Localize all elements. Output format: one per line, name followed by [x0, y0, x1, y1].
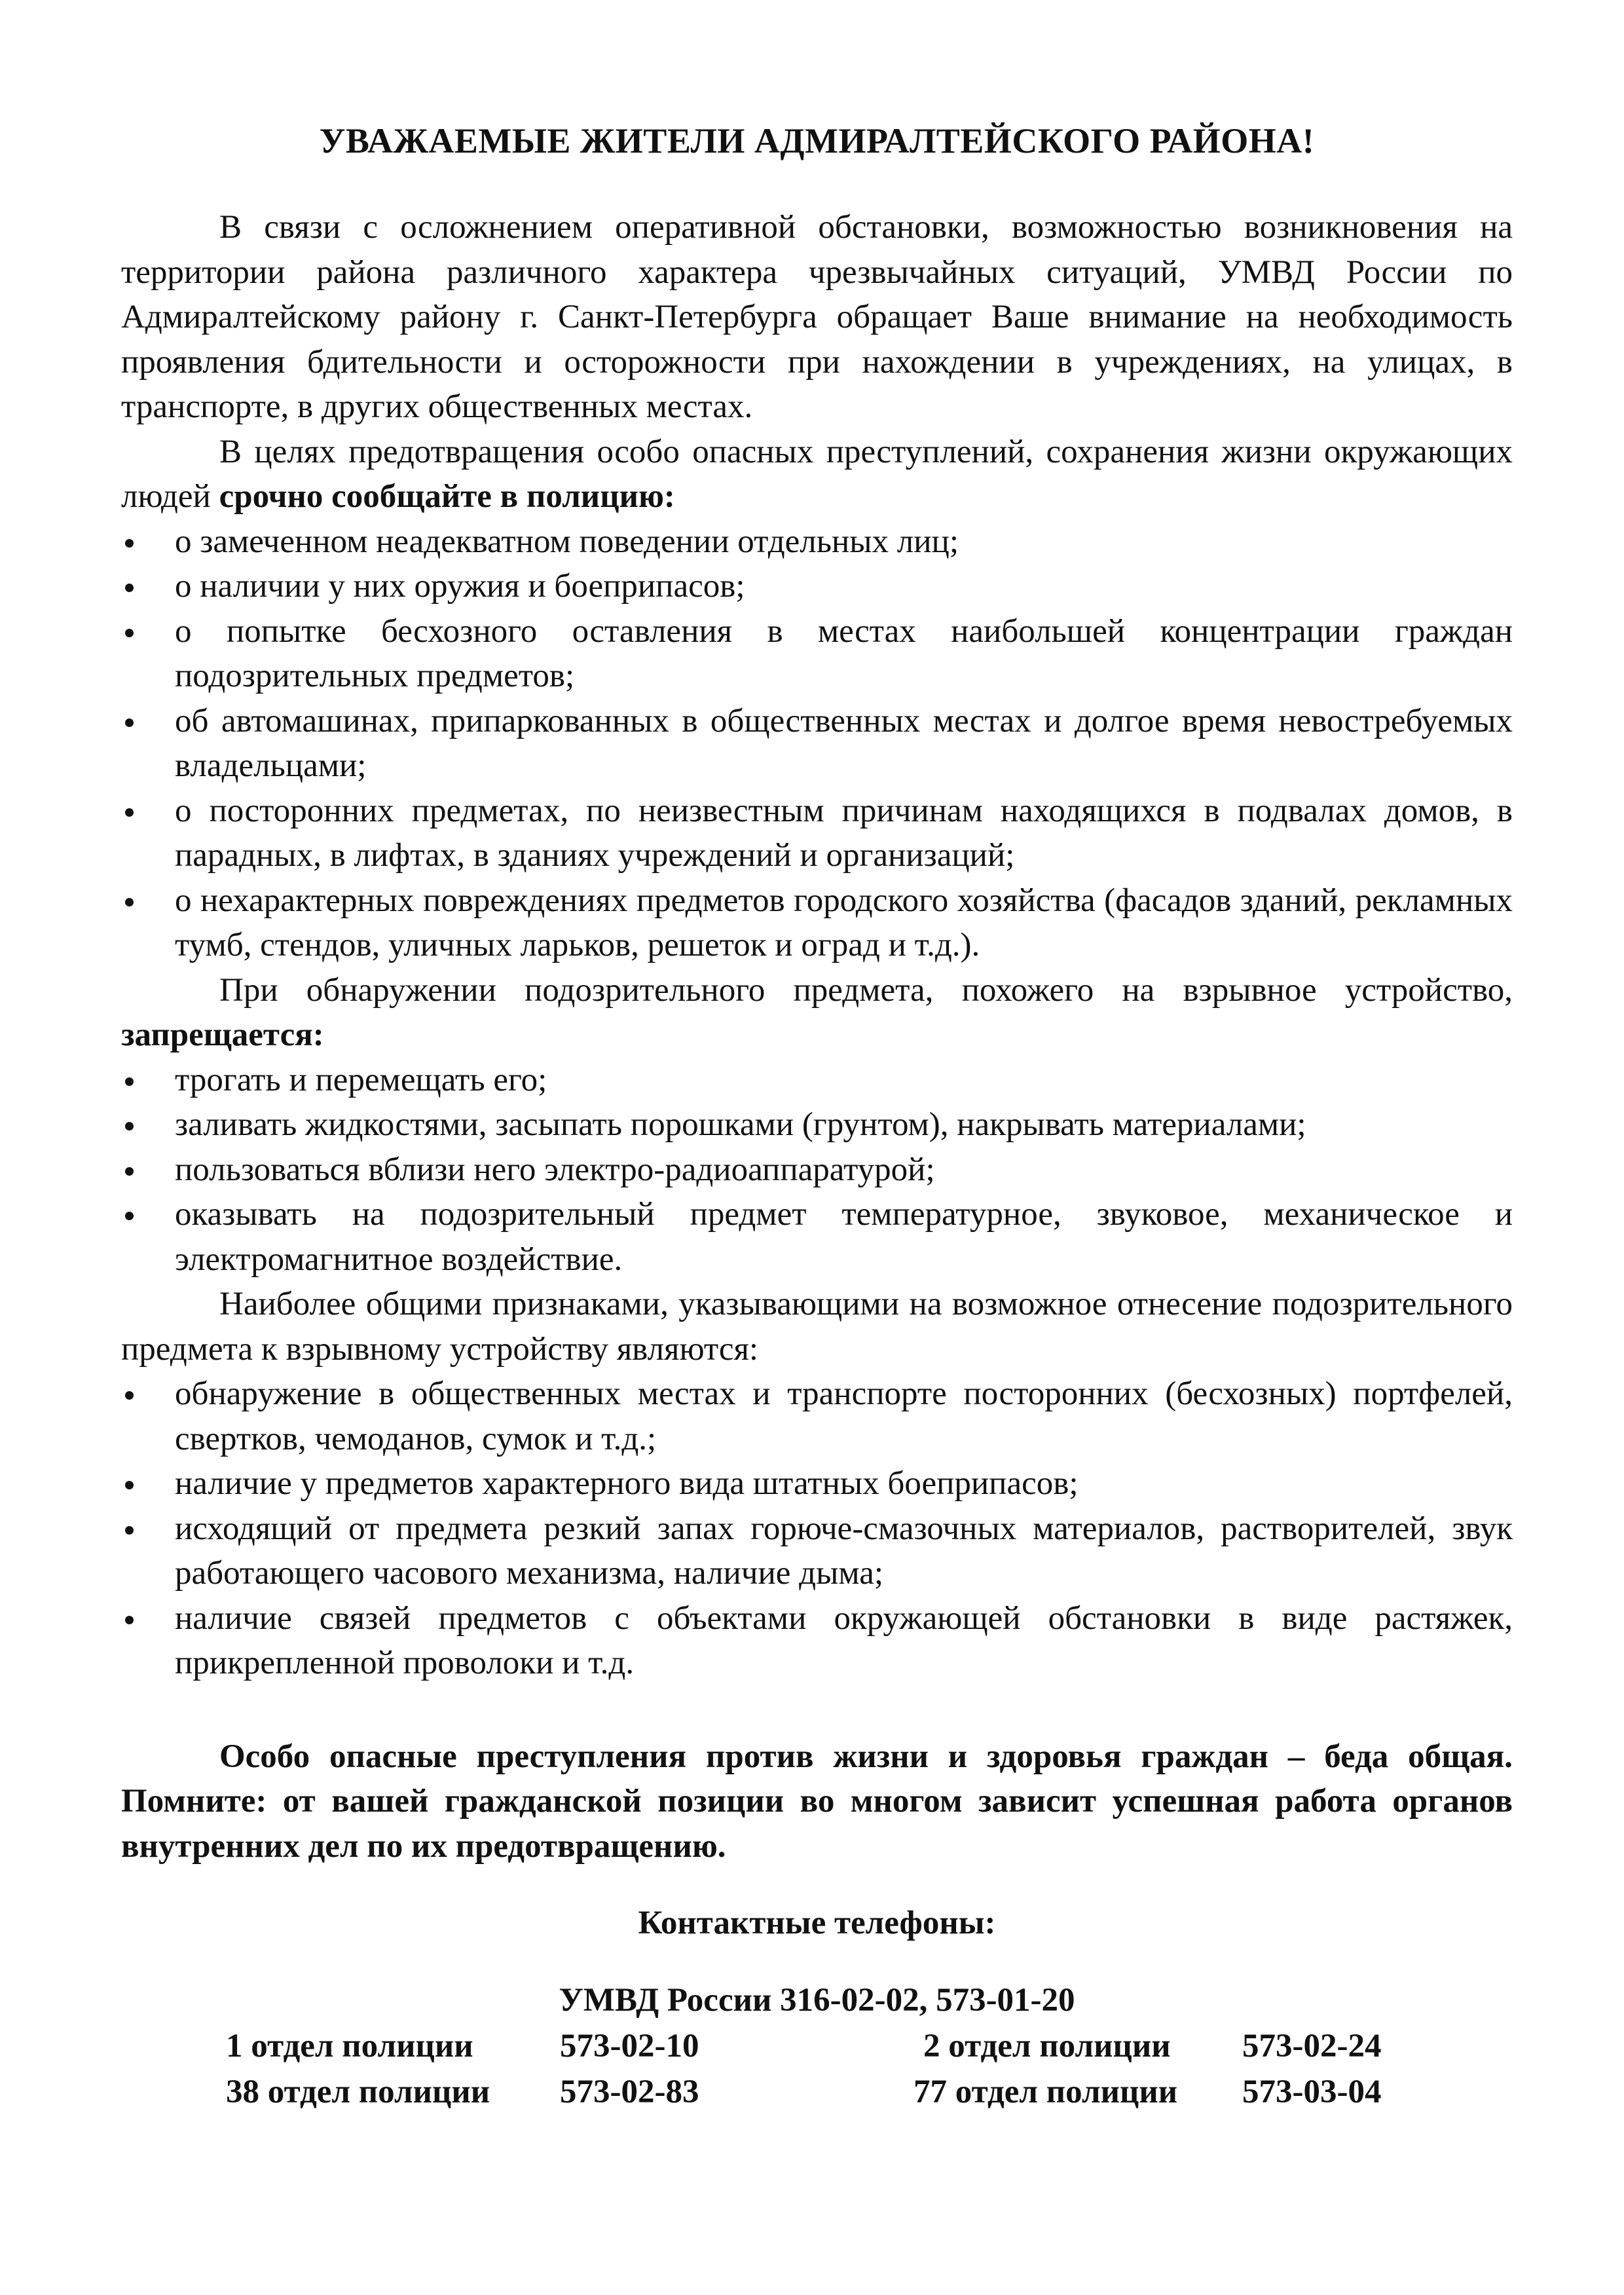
report-lead	[121, 430, 1513, 519]
department-phone: 573-02-10	[560, 2028, 699, 2064]
bullet-icon	[125, 539, 134, 548]
list-item	[121, 1596, 1513, 1686]
intro-paragraph: В связи с осложнением оперативной обстановки, возможностью возникновения на территории района различного характера чрезвычайных ситуаций, УМВД России по Адмиралтейскому району г. Санкт-Петербурга обращает Ваше внимание на необходимость проявления бдительности и осторожности при нахождении в учреждениях, на улицах, в транспорте, в других общественных местах.	[121, 209, 1513, 425]
bullet-icon	[125, 718, 134, 727]
list-item	[121, 1102, 1513, 1148]
prohibit-lead	[121, 968, 1513, 1058]
list-item-text: наличие связей предметов с объектами окружающей обстановки в виде растяжек, прикрепленной проволоки и т.д.	[175, 1599, 1513, 1681]
department-label: 1 отдел полиции	[226, 2028, 473, 2064]
list-item-text: оказывать на подозрительный предмет температурное, звуковое, механическое и электромагнитное воздействие.	[175, 1196, 1513, 1278]
list-item-text: наличие у предметов характерного вида штатных боеприпасов;	[175, 1465, 1079, 1502]
list-item-text: обнаружение в общественных местах и транспорте посторонних (бесхозных) портфелей, свертков, чемоданов, сумок и т.д.;	[175, 1375, 1513, 1457]
bullet-icon	[125, 1481, 134, 1489]
list-item-text: о посторонних предметах, по неизвестным причинам находящихся в подвалах домов, в парадных, в лифтах, в зданиях учреждений и организаций;	[175, 792, 1513, 874]
bullet-icon	[125, 1167, 134, 1176]
bullet-icon	[125, 1526, 134, 1535]
department-label: 2 отдел полиции	[923, 2028, 1171, 2064]
bullet-icon	[125, 584, 134, 592]
page-title: УВАЖАЕМЫЕ ЖИТЕЛИ АДМИРАЛТЕЙСКОГО РАЙОНА!	[319, 121, 1315, 160]
report-lead-emphasis: срочно сообщайте в полицию:	[219, 478, 675, 515]
signs-lead: Наиболее общими признаками, указывающими на возможное отнесение подозрительного предмета к взрывному устройству являются:	[121, 1286, 1513, 1368]
department-label: 38 отдел полиции	[226, 2074, 490, 2110]
list-item	[121, 1506, 1513, 1596]
signs-list	[121, 1371, 1513, 1686]
list-item	[121, 609, 1513, 699]
list-item	[121, 789, 1513, 878]
list-item-text: трогать и перемещать его;	[175, 1061, 547, 1098]
list-item-text: пользоваться вблизи него электро-радиоаппаратурой;	[175, 1151, 935, 1188]
prohibit-lead-emphasis: запрещается:	[121, 1017, 324, 1053]
bullet-icon	[125, 1077, 134, 1086]
bullet-icon	[125, 1391, 134, 1400]
bullet-icon	[125, 808, 134, 817]
closing-paragraph: Особо опасные преступления против жизни и здоровья граждан – беда общая. Помните: от вашей гражданской позиции во многом зависит успешная работа органов внутренних дел по их предотвращению.	[121, 1738, 1513, 1865]
bullet-icon	[125, 1616, 134, 1624]
list-item	[121, 1058, 1513, 1103]
list-item	[121, 1371, 1513, 1461]
prohibit-list	[121, 1058, 1513, 1282]
list-item	[121, 1461, 1513, 1506]
list-item	[121, 699, 1513, 789]
contacts-row	[121, 2023, 1513, 2069]
report-list	[121, 519, 1513, 968]
contacts-row	[121, 2069, 1513, 2115]
contacts-title: Контактные телефоны:	[638, 1905, 996, 1941]
list-item	[121, 878, 1513, 968]
report-lead-text: В целях предотвращения особо опасных преступлений, сохранения жизни окружающих людей	[121, 433, 1513, 515]
list-item	[121, 1192, 1513, 1282]
list-item-text: о попытке бесхозного оставления в местах наибольшей концентрации граждан подозрительных предметов;	[175, 612, 1513, 694]
list-item-text: о наличии у них оружия и боеприпасов;	[175, 568, 745, 605]
list-item	[121, 519, 1513, 565]
bullet-icon	[125, 629, 134, 637]
contacts-grid	[121, 2023, 1513, 2115]
list-item	[121, 564, 1513, 609]
prohibit-lead-text: При обнаружении подозрительного предмета, похожего на взрывное устройство,	[219, 971, 1513, 1009]
list-item	[121, 1148, 1513, 1193]
department-phone: 573-02-83	[560, 2074, 699, 2110]
department-label: 77 отдел полиции	[913, 2074, 1178, 2110]
list-item-text: исходящий от предмета резкий запах горюче-смазочных материалов, растворителей, звук работающего часового механизма, наличие дыма;	[175, 1510, 1513, 1592]
bullet-icon	[125, 898, 134, 906]
list-item-text: заливать жидкостями, засыпать порошками (грунтом), накрывать материалами;	[175, 1106, 1306, 1143]
list-item-text: о нехарактерных повреждениях предметов городского хозяйства (фасадов зданий, рекламных тумб, стендов, уличных ларьков, решеток и оград и т.д.).	[175, 882, 1513, 963]
department-phone: 573-02-24	[1242, 2028, 1382, 2064]
bullet-icon	[125, 1212, 134, 1220]
list-item-text: об автомашинах, припаркованных в общественных местах и долгое время невостребуемых владельцами;	[175, 702, 1513, 784]
department-phone: 573-03-04	[1242, 2074, 1382, 2110]
contacts-main-phones: УМВД России 316-02-02, 573-01-20	[559, 1982, 1075, 2019]
bullet-icon	[125, 1122, 134, 1130]
list-item-text: о замеченном неадекватном поведении отдельных лиц;	[175, 523, 959, 560]
